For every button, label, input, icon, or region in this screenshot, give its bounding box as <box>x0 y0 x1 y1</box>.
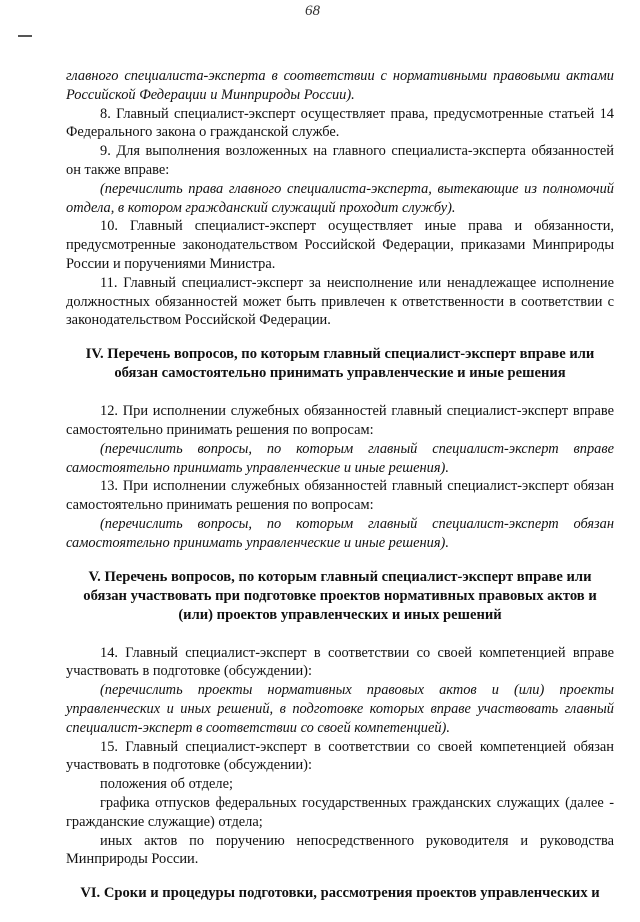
document-body <box>66 67 614 922</box>
paragraph: 8. Главный специалист-эксперт осуществляет права, предусмотренные статьей 14 Федерального закона о гражданской службе. <box>66 105 614 141</box>
spacer <box>66 869 614 884</box>
margin-mark <box>18 35 32 37</box>
italic-note-paragraph: (перечислить права главного специалиста-эксперта, вытекающие из полномочий отдела, в котором гражданский служащий проходит службу). <box>66 180 614 216</box>
paragraph: графика отпусков федеральных государственных гражданских служащих (далее - гражданские служащие) отдела; <box>66 794 614 830</box>
paragraph: иных актов по поручению непосредственного руководителя и руководства Минприроды России. <box>66 832 614 868</box>
italic-note-paragraph: (перечислить вопросы, по которым главный специалист-эксперт вправе самостоятельно принимать управленческие и иные решения). <box>66 440 614 476</box>
paragraph: 14. Главный специалист-эксперт в соответствии со своей компетенцией вправе участвовать в подготовке (обсуждении): <box>66 644 614 680</box>
section-heading: IV. Перечень вопросов, по которым главный специалист-эксперт вправе или обязан самостоятельно принимать управленческие и иные решения <box>85 346 595 382</box>
paragraph: 11. Главный специалист-эксперт за неисполнение или ненадлежащее исполнение должностных обязанностей может быть привлечен к ответственности в соответствии с законодательством Российской Федерации. <box>66 274 614 329</box>
paragraph: 13. При исполнении служебных обязанностей главный специалист-эксперт обязан самостоятельно принимать решения по вопросам: <box>66 478 614 514</box>
spacer <box>66 330 614 345</box>
paragraph: 10. Главный специалист-эксперт осуществляет иные права и обязанности, предусмотренные законодательством Российской Федерации, приказами Минприроды России и поручениями Министра. <box>66 218 614 272</box>
paragraph: положения об отделе; <box>100 776 233 793</box>
spacer <box>66 903 614 922</box>
paragraph: 12. При исполнении служебных обязанностей главный специалист-эксперт вправе самостоятельно принимать решения по вопросам: <box>66 403 614 438</box>
paragraph: 9. Для выполнения возложенных на главного специалиста-эксперта обязанностей он также вправе: <box>66 143 614 178</box>
section-heading: V. Перечень вопросов, по которым главный специалист-эксперт вправе или обязан участвовать при подготовке проектов нормативных правовых актов и (или) проектов управленческих и иных решений <box>83 568 597 623</box>
paragraph: 15. Главный специалист-эксперт в соответствии со своей компетенцией обязан участвовать в подготовке (обсуждении): <box>66 738 614 774</box>
spacer <box>66 553 614 568</box>
page-number: 68 <box>305 3 320 19</box>
spacer <box>66 383 614 402</box>
italic-note-paragraph: (перечислить проекты нормативных правовых актов и (или) проекты управленческих и иных решений, в подготовке которых вправе участвовать главный специалист-эксперт в соответствии со своей компетенцией). <box>66 682 614 736</box>
section-heading: VI. Сроки и процедуры подготовки, рассмотрения проектов управленческих и <box>80 885 600 902</box>
italic-note-paragraph: (перечислить вопросы, по которым главный специалист-эксперт обязан самостоятельно принимать управленческие и иные решения). <box>66 515 614 551</box>
italic-note-paragraph: главного специалиста-эксперта в соответствии с нормативными правовыми актами Российской Федерации и Минприроды России). <box>66 68 614 103</box>
spacer <box>66 625 614 644</box>
